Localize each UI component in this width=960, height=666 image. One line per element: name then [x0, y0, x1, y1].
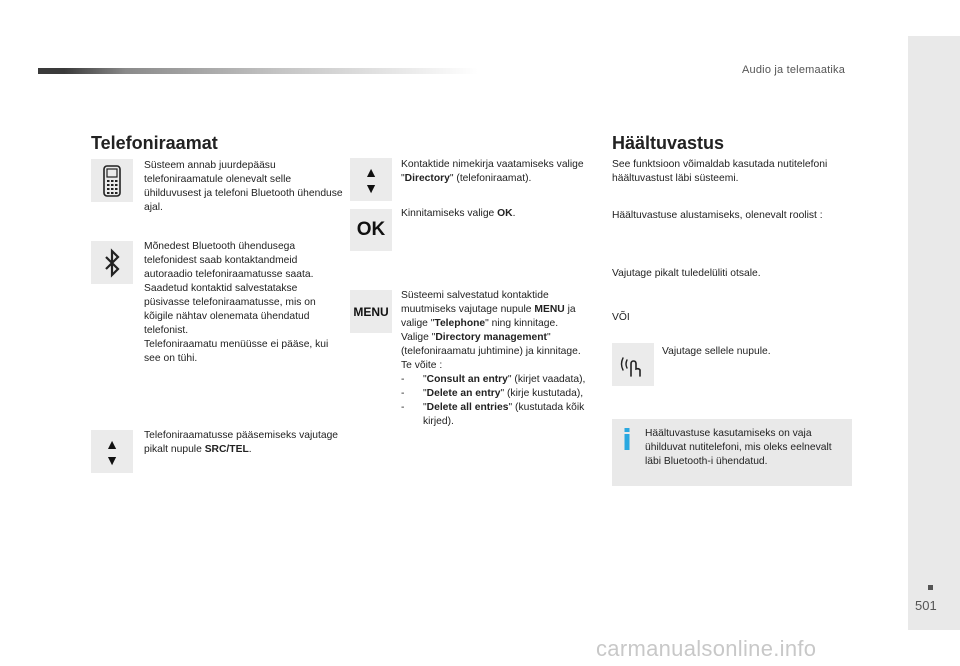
- phone-icon: [91, 159, 133, 202]
- list-item: - "Delete all entries" (kustutada kõik kirjed).: [401, 402, 585, 427]
- up-down-arrows-icon: ▲ ▼: [91, 430, 133, 473]
- up-down-arrows-icon: ▲ ▼: [350, 158, 392, 201]
- bluetooth-text: [144, 240, 344, 366]
- ok-label: OK: [356, 219, 386, 240]
- src-tel-text-main: Telefoniraamatusse pääsemiseks vajutage pikalt nupule: [144, 430, 339, 455]
- voice-touch-icon: [612, 343, 654, 386]
- page-dot: [928, 585, 933, 590]
- page-sidebar: [908, 36, 960, 630]
- voice-stalk-text: Vajutage pikalt tuledelüliti otsale.: [612, 268, 761, 279]
- info-text: Häältuvastuse kasutamiseks on vaja ühilduvat nutitelefoni, mis oleks eelnevalt läbi Bluetooth-i ühendatud.: [645, 428, 832, 467]
- directory-label: Directory: [404, 173, 450, 184]
- menu-label: MENU: [353, 304, 389, 319]
- ok-button-icon: [350, 209, 392, 251]
- confirm-ok-label: OK: [497, 208, 513, 219]
- list-item: - "Delete an entry" (kirje kustutada),: [401, 388, 584, 399]
- directory-text-main: Kontaktide nimekirja vaatamiseks valige ": [401, 159, 584, 184]
- bluetooth-text-line: Telefoniraamatu menüüsse ei pääse, kui see on tühi.: [144, 339, 329, 364]
- list-item: - "Consult an entry" (kirjet vaadata),: [401, 374, 586, 385]
- watermark: carmanualsonline.info: [596, 636, 817, 661]
- voice-intro-text: See funktsioon võimaldab kasutada nutitelefoni häältuvastust läbi süsteemi.: [612, 159, 828, 184]
- src-tel-label: SRC/TEL: [204, 444, 249, 455]
- bluetooth-text-line: Saadetud kontaktid salvestatakse püsivasse telefoniraamatusse, mis on kõigile nähtav olenemata ühendatud telefonist.: [144, 283, 316, 336]
- info-icon: [622, 428, 632, 450]
- src-tel-text-end: .: [248, 444, 252, 455]
- menu-button-icon: [350, 290, 392, 333]
- confirm-text-main: Kinnitamiseks valige: [401, 208, 498, 219]
- header-bar: [38, 68, 478, 74]
- confirm-text-end: .: [512, 208, 516, 219]
- page-number: 501: [915, 598, 937, 613]
- section-title-telefoniraamat: Telefoniraamat: [91, 133, 218, 153]
- voice-button-text: Vajutage sellele nupule.: [662, 346, 771, 357]
- voice-start-text: Häältuvastuse alustamiseks, olenevalt roolist :: [612, 210, 823, 221]
- voice-or-text: VÕI: [612, 312, 630, 323]
- section-title-haaltuvastus: Häältuvastus: [612, 133, 725, 153]
- menu-instructions: Süsteemi salvestatud kontaktide muutmiseks vajutage nupule MENU ja valige "Telephone" ning kinnitage. Valige "Directory management" (telefoniraamatu juhtimine) ja kinnitage. Te võite : - "Consult an entry" (kirjet vaadata), - "Delete an entry" (kirje kustutada), - "Delete all entries" (kustutada kõik kirjed).: [401, 289, 593, 429]
- directory-text: [401, 158, 591, 186]
- src-tel-text: [144, 429, 344, 457]
- phonebook-intro-text: Süsteem annab juurdepääsu telefoniraamatule olenevalt selle ühilduvusest ja telefoni Bluetooth ühenduse ajal.: [144, 160, 343, 213]
- confirm-text: [401, 207, 591, 221]
- directory-text-end: " (telefoniraamat).: [449, 173, 532, 184]
- header-title: Audio ja telemaatika: [742, 64, 846, 76]
- bluetooth-icon: [91, 241, 133, 284]
- bluetooth-text-line: Mõnedest Bluetooth ühendusega telefonidest saab kontaktandmeid autoraadio telefoniraamatusse saata.: [144, 241, 314, 280]
